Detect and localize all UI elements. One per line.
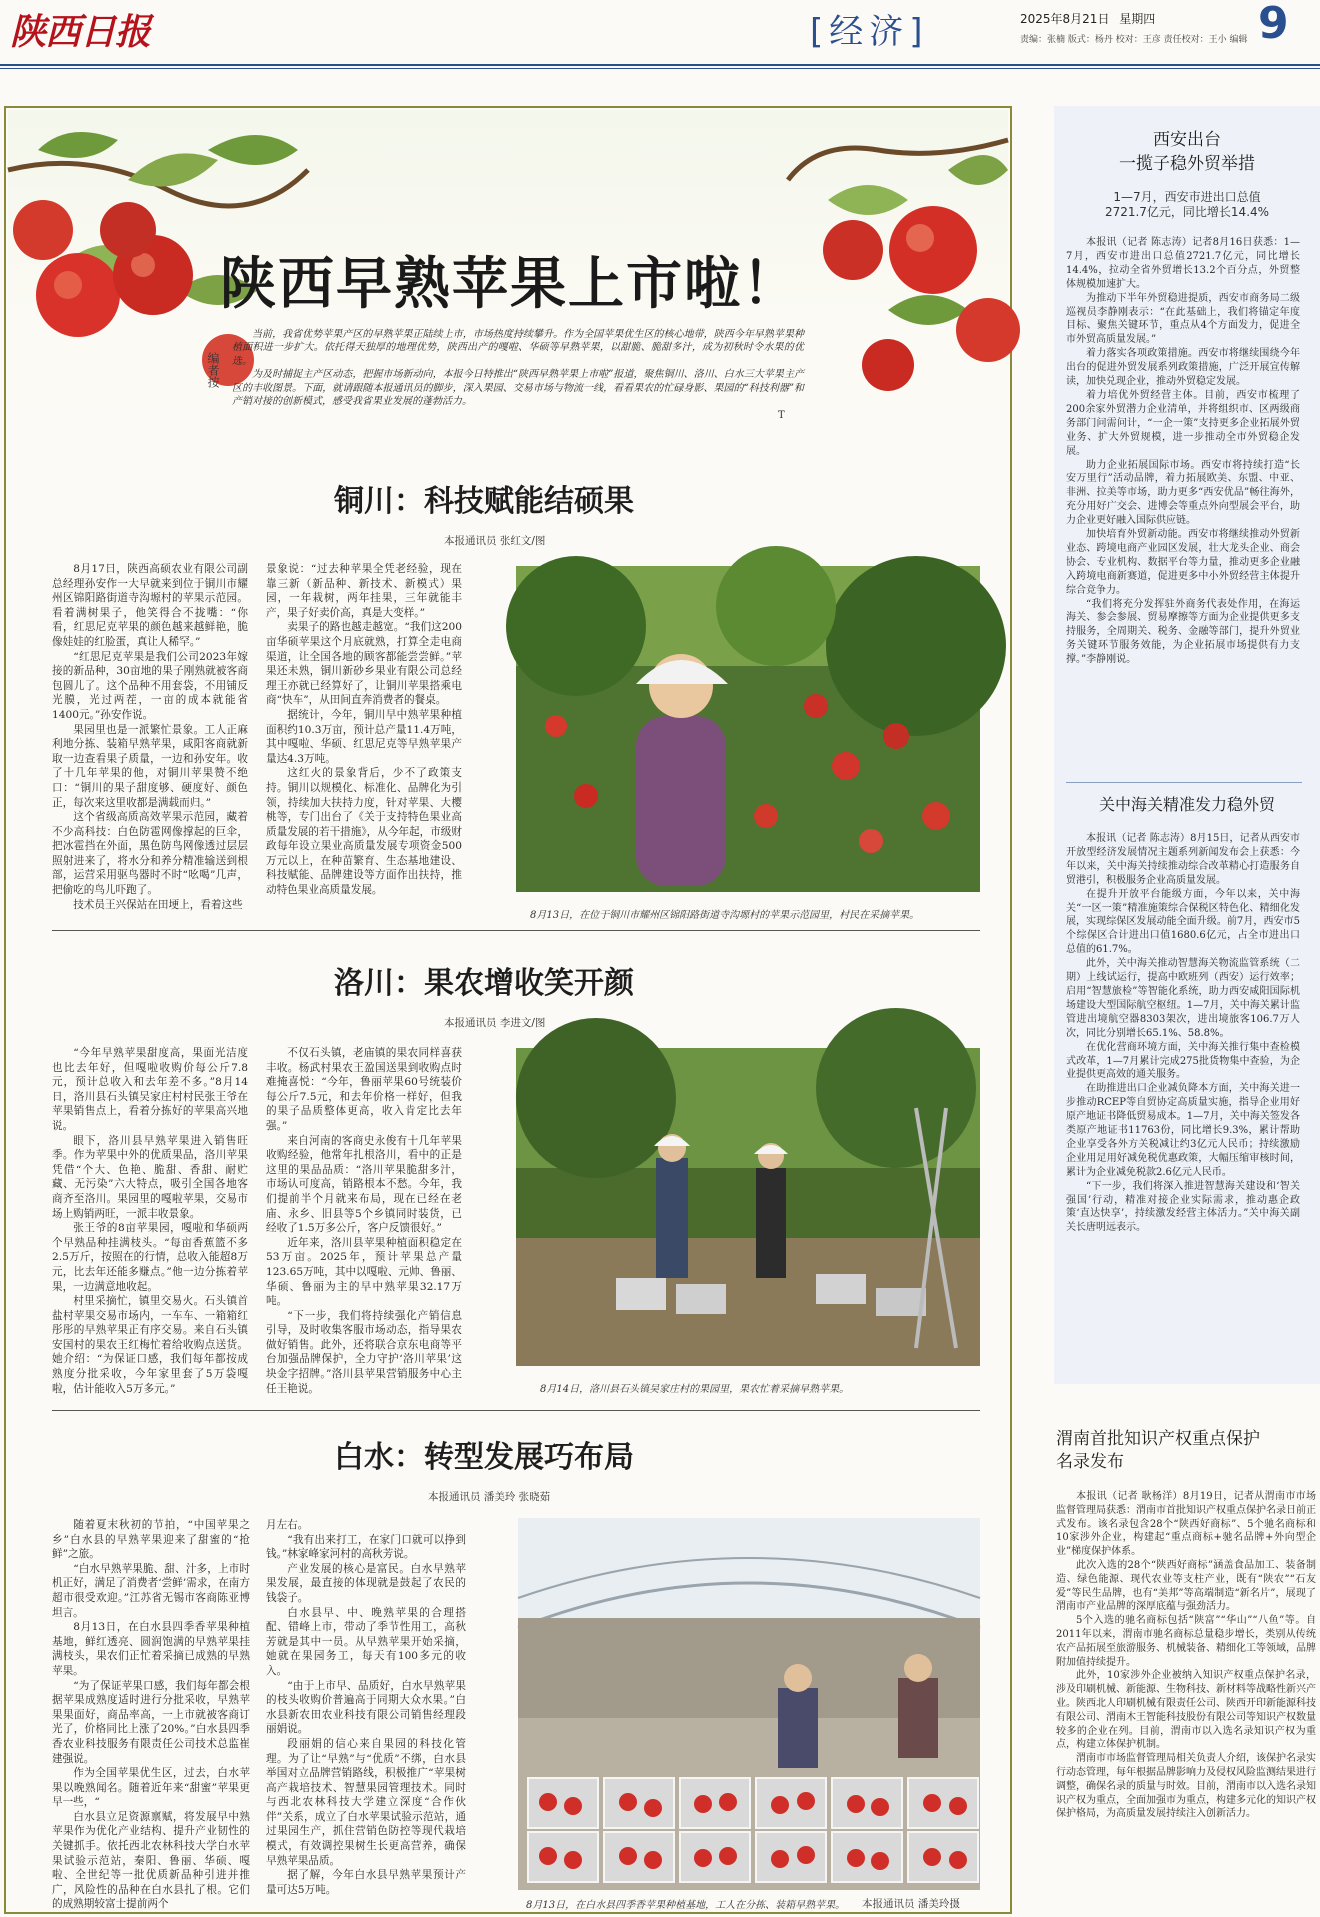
editor-note-p1: 当前，我省优势苹果产区的早熟苹果正陆续上市，市场热度持续攀升。作为全国苹果优生区的核心地带，陕西今年早熟苹果种植面积进一步扩大。依托得天独厚的地理优势，陕西出产的嘎啦、华硕等早熟苹果，以甜脆、脆甜多汁，成为初秋时令水果的优选。 xyxy=(232,329,804,367)
paragraph: “由于上市早、品质好，白水早熟苹果的枝头收购价普遍高于同期大众水果。”白水县新农田农业科技有限公司销售经理段丽娟说。 xyxy=(266,1679,466,1736)
paragraph: 本报讯（记者 陈志涛）8月15日，记者从西安市开放型经济发展情况主题系列新闻发布会上获悉：今年以来，关中海关持续推动综合改革精心打造服务自贸港引，积极服务企业高质量发展。 xyxy=(1066,833,1300,886)
tongchuan-byline: 本报通讯员 张红文/图 xyxy=(444,535,546,547)
baishui-byline: 本报通讯员 潘美玲 张晓茹 xyxy=(428,1491,551,1503)
tongchuan-photo xyxy=(516,566,980,892)
paragraph: 此外，10家涉外企业被纳入知识产权重点保护名录，涉及印刷机械、新能源、生物科技、新材料等战略性新兴产业。陕西北人印刷机械有限责任公司、陕西开印新能源科技有限公司、渭南木王智能科技股份有限公司等知识产权数量较多的企业在列。目前，渭南市以入选名录知识产权为重点，构建立体保护机制。 xyxy=(1056,1670,1316,1751)
paragraph: 加快培育外贸新动能。西安市将继续推动外贸新业态、跨境电商产业园区发展，壮大龙头企业、商会协会、专业机构、数据平台等力量，推动更多企业融入跨境电商新赛道，促进更多中小外贸经营主体提升综合竞争力。 xyxy=(1066,529,1300,596)
date: 2025年8月21日 xyxy=(1020,12,1110,26)
paragraph: “我有出来打工，在家门口就可以挣到钱。”林家峰家河村的高秋芳说。 xyxy=(266,1533,466,1561)
title-line: 名录发布 xyxy=(1056,1452,1124,1472)
paragraph: 据了解，今年白水县早熟苹果预计产量可达5万吨。 xyxy=(266,1869,466,1896)
weekday: 星期四 xyxy=(1119,12,1156,26)
paragraph: 着力培优外贸经营主体。目前，西安市梳理了200余家外贸潜力企业清单，并将组织市、区两级商务部门问需问计，“一企一策”支持更多企业拓展外贸业务、扩大外贸规模，进一步推动全市外贸稳企发展。 xyxy=(1066,389,1300,457)
paragraph: “红思尼克苹果是我们公司2023年嫁接的新品种，30亩地的果子刚熟就被客商包圆儿了。这个品种不用套袋，不用铺反光膜，光过两茬，一亩的成本就能省1400元。”孙安作说。 xyxy=(52,650,248,721)
paragraph: 8月13日，在白水县四季香苹果种植基地，鲜红透亮、圆润饱满的早熟苹果挂满枝头，果农们正忙着采摘已成熟的早熟苹果。 xyxy=(52,1621,250,1677)
baishui-column-1 xyxy=(52,1518,250,1911)
baishui-column-2 xyxy=(266,1518,466,1902)
paragraph: 助力企业拓展国际市场。西安市将持续打造“长安万里行”活动品牌，着力拓展欧美、东盟、中亚、非洲、拉美等市场，助力更多“西安优品”畅往海外，充分用好广交会、进博会等重点外向型展会平台，助力企业更好融入国际供应链。 xyxy=(1066,459,1300,527)
masthead-divider-thin xyxy=(0,68,1320,69)
baishui-photo xyxy=(518,1518,980,1890)
paragraph: 据统计，今年，铜川早中熟苹果种植面积约10.3万亩，预计总产量11.4万吨，其中嘎啦、华硕、红思尼克等早熟苹果产量达4.3万吨。 xyxy=(266,708,462,765)
paragraph: 不仅石头镇，老庙镇的果农同样喜获丰收。杨武村果农王盈国送果到收购点时难掩喜悦：“今年，鲁丽苹果60号统装价每公斤7.5元，和去年价格一样好，但我的果子品质整体更高，收入肯定比去年强。” xyxy=(266,1047,462,1132)
section-label: [经济] xyxy=(810,12,929,52)
sidebar-story-1-body xyxy=(1066,236,1300,770)
paragraph: 卖果子的路也越走越宽。“我们这200亩华硕苹果这个月底就熟，打算全走电商渠道，让全国各地的顾客都能尝尝鲜。”苹果还未熟，铜川新砂乡果业有限公司总经理王亦就已经算好了，让铜川苹果搭乘电商“快车”，从田间直奔消费者的餐桌。 xyxy=(266,621,462,707)
editor-note-label: 编者按 xyxy=(206,352,220,388)
paragraph: 月左右。 xyxy=(266,1519,309,1531)
paragraph: “为了保证苹果口感，我们每年都会根据苹果成熟度适时进行分批采收，早熟苹果果面好，商品率高，一上市就被客商订光了，价格同比上涨了20%。”白水县四季香农业科技服务有限责任公司技术总监崔建强说。 xyxy=(52,1679,250,1765)
subtitle-line: 1—7月，西安市进出口总值 xyxy=(1113,190,1261,204)
luochuan-photo xyxy=(516,1048,980,1366)
paragraph: 眼下，洛川县早熟苹果进入销售旺季。作为苹果中外的优质果品，洛川苹果凭借“个大、色艳、脆甜、香甜、耐贮藏、无污染”六大特点，吸引全国各地客商齐至洛川。果园里的嘎啦苹果，交易市场上购销两旺，一派丰收景象。 xyxy=(52,1134,248,1220)
paragraph: “今年早熟苹果甜度高，果面光洁度也比去年好，但嘎啦收购价每公斤7.8元，预计总收入和去年差不多。”8月14日，洛川县石头镇吴家庄村村民张王爷在苹果销售点上，看着分拣好的苹果高兴地说。 xyxy=(52,1047,248,1132)
paragraph: 为推动下半年外贸稳进提质，西安市商务局二级巡视员李静刚表示：“在此基础上，我们将锚定年度目标、聚焦关键环节，重点从4个方面发力，促进全市外贸高质量发展。” xyxy=(1066,292,1300,346)
editor-note-p2: 为及时捕捉主产区动态，把握市场新动向，本报今日特推出“陕西早熟苹果上市啦”报道，聚焦铜川、洛川、白水三大苹果主产区的丰收图景。下面，就请跟随本报通讯员的脚步，深入果园、交易市场与物流一线，看看果农的忙碌身影、果园的“科技利器”和产销对接的创新模式，感受我省果业发展的蓬勃活力。 xyxy=(232,369,804,408)
editor-note-end-mark: T xyxy=(778,410,785,421)
paragraph: 技术员王兴保站在田埂上，看着这些 xyxy=(73,898,243,911)
sidebar-story-2-title: 关中海关精准发力稳外贸 xyxy=(1098,795,1275,814)
section-divider xyxy=(52,930,980,931)
harvest-photo-illustration xyxy=(516,1048,980,1366)
subtitle-line: 2721.7亿元，同比增长14.4% xyxy=(1104,205,1270,219)
paragraph: 近年来，洛川县苹果种植面积稳定在53万亩。2025年，预计苹果总产量123.65万吨，其中以嘎啦、元帅、鲁丽、华硕、鲁丽为主的早中熟苹果32.17万吨。 xyxy=(266,1236,462,1308)
paragraph: 段丽娟的信心来自果园的科技化管理。为了让“早熟”与“优质”不绑，白水县举国对立品牌营销路线，积极推广“苹果树高产栽培技术、智慧果园管理技术。同时与西北农林科技大学建立深度“合作伙伴”关系，成立了白水苹果试验示范站，通过果园生产，抓住营销色防控等现代栽培模式，有效调控果树生长更高营养，确保早熟苹果品质。 xyxy=(266,1737,466,1867)
feature-title: 陕西早熟苹果上市啦！ xyxy=(220,252,800,317)
paragraph: “我们将充分发挥驻外商务代表处作用，在海运海关、参会参展、贸易摩擦等方面为企业提供更多支持服务，全周期关、税务、金融等部门，提升外贸业务关键环节服务效能，为企业拓展市场提供有力支撑。”李静刚说。 xyxy=(1066,598,1300,666)
paragraph: 来自河南的客商史永俊有十几年苹果收购经验，他常年扎根洛川，看中的正是这里的果品品质：“洛川苹果脆甜多汁，市场认可度高，销路根本不愁。今年，我们提前半个月就来布局，现在已经在老庙、永乡、旧县等5个乡镇同时装货，已经收了1.5万多公斤，客户反馈很好。” xyxy=(266,1134,462,1235)
baishui-title: 白水：转型发展巧布局 xyxy=(334,1440,634,1475)
issue-date xyxy=(1020,10,1155,27)
paragraph: 8月17日，陕西高硕农业有限公司副总经理孙安作一大早就来到位于铜川市耀州区锦阳路街道寺沟塬村的苹果示范园。看着满树果子，他笑得合不拢嘴：“你看，红思尼克苹果的颜色越来越鲜艳，脆像娃娃的红脸蛋，真让人稀罕。” xyxy=(52,563,248,648)
luochuan-title: 洛川：果农增收笑开颜 xyxy=(334,966,634,1001)
paragraph: 白水县立足资源禀赋，将发展早中熟苹果作为优化产业结构、提升产业韧性的关键抓手。依托西北农林科技大学白水苹果试验示范站，秦阳、鲁丽、华硕、嘎啦、全世纪等一批优质新品种引进并推广，风险性的品种在白水县扎了根。它们的成熟期较富士提前两个 xyxy=(52,1810,250,1911)
paragraph: 村里采摘忙，镇里交易火。石头镇首盐村苹果交易市场内，一车车、一箱箱红彤彤的早熟苹果正有序交易。来自石头镇安国村的果农王红梅忙着给收购点送货。她介绍：“为保证口感，我们每年都按成熟度分批采收，今年家里套了5万袋嘎啦，估计能收入5万多元。” xyxy=(52,1295,248,1395)
paragraph: 白水县早、中、晚熟苹果的合理搭配、错峰上市，带动了季节性用工，高秋芳就是其中一员。从早熟苹果开始采摘，她就在果园务工，每天有100多元的收入。 xyxy=(266,1606,466,1677)
baishui-photo-caption: 8月13日，在白水县四季香苹果种植基地，工人在分拣、装箱早熟苹果。 xyxy=(526,1900,846,1911)
tongchuan-photo-caption: 8月13日，在位于铜川市耀州区锦阳路街道寺沟塬村的苹果示范园里，村民在采摘苹果。 xyxy=(530,910,920,921)
luochuan-column-1 xyxy=(52,1046,248,1402)
paragraph: 张王爷的8亩苹果园，嘎啦和华硕两个早熟品种挂满枝头。“每亩香蕉篮不多2.5万斤，按照在的行情，总收入能超8万元，比去年还能多赚点。”他一边分拣着苹果，一边满意地收起。 xyxy=(52,1222,248,1293)
paragraph: 在提升开放平台能级方面，今年以来，关中海关“一区一策”精准施策综合保税区特色化、精细化发展，实现综保区发展动能全面升级。前7月，西安市5个综保区合计进出口值1680.6亿元，占全市进出口总值的61.7%。 xyxy=(1066,888,1300,956)
paragraph: 在优化营商环境方面，关中海关推行集中查检模式改革，1—7月累计完成275批货物集中查验，为企业提供更高效的通关服务。 xyxy=(1066,1041,1300,1081)
paragraph: 作为全国苹果优生区，过去，白水苹果以晚熟闻名。随着近年来“甜蜜”苹果更早一些，“ xyxy=(52,1767,250,1809)
tongchuan-title: 铜川：科技赋能结硕果 xyxy=(334,484,634,519)
sidebar-story-1-subtitle xyxy=(1060,190,1314,220)
section-divider xyxy=(52,1410,980,1411)
sidebar-story-3-body xyxy=(1056,1490,1316,1910)
title-line: 西安出台 xyxy=(1153,130,1221,150)
sidebar-story-1-title xyxy=(1060,128,1314,176)
section-name: 经济 xyxy=(829,12,910,52)
luochuan-column-2 xyxy=(266,1046,462,1402)
orchard-photo-illustration xyxy=(516,566,980,892)
paragraph: 产业发展的核心是富民。白水早熟苹果发展，最直接的体现就是鼓起了农民的钱袋子。 xyxy=(266,1562,466,1604)
luochuan-byline: 本报通讯员 李进文/图 xyxy=(444,1017,546,1029)
paragraph: 此外，关中海关推动智慧海关物流监管系统（二期）上线试运行，提高中欧班列（西安）运行效率；启用“智慧旅检”等智能化系统，助力西安咸阳国际机场建设大型国际航空枢纽。1—7月，关中海关累计监管进出境航空器8303架次，进出境旅客106.7万人次，同比分别增长65.1%、58.8%。 xyxy=(1066,958,1300,1039)
title-line: 渭南首批知识产权重点保护 xyxy=(1056,1429,1260,1449)
paragraph: “下一步，我们将持续强化产销信息引导，及时收集客服市场动态，指导果农做好销售。此外，还将联合京东电商等平台加强品牌保护，全力守护‘洛川苹果’这块金字招牌。”洛川县苹果营销服务中心主任王艳说。 xyxy=(266,1309,462,1395)
paragraph: 在助推进出口企业减负降本方面，关中海关进一步推动RCEP等自贸协定高质量实施，指导企业用好原产地证书降低贸易成本。1—7月，关中海关签发各类原产地证书11763份，同比增长9.3%，累计帮助企业享受各外方关税减让约3亿元人民币；持续激励企业用足用好减免税优惠政策，大幅压缩审核时间，累计为企业减免税款2.6亿元人民币。 xyxy=(1066,1083,1300,1178)
editor-credits: 责编：张楠 版式：杨丹 校对：王彦 责任校对：王小 编辑 xyxy=(1020,35,1248,45)
paragraph: 渭南市市场监督管理局相关负责人介绍，该保护名录实行动态管理，每年根据品牌影响力及侵权风险监测结果进行调整，确保名录的质量与时效。目前，渭南市以入选名录知识产权为重点，全面加强市为重点，构建多元化的知识产权保护格局，为高质量发展持续注入创新活力。 xyxy=(1056,1753,1316,1820)
sidebar-story-3-title xyxy=(1056,1428,1318,1474)
newspaper-logo: 陕西日报 xyxy=(10,11,151,53)
paragraph: 着力落实各项政策措施。西安市将继续围绕今年出台的促进外贸发展系列政策措施，广泛开展宣传解读，加快兑现企业，推动外贸稳定发展。 xyxy=(1066,348,1300,388)
tongchuan-column-2 xyxy=(266,562,462,918)
apple-branch-illustration-right xyxy=(788,110,1008,450)
paragraph: 随着夏末秋初的节拍，“中国苹果之乡”白水县的早熟苹果迎来了甜蜜的“抢鲜”之旅。 xyxy=(52,1519,250,1561)
masthead xyxy=(0,0,1320,60)
editor-note xyxy=(232,328,804,424)
paragraph: 本报讯（记者 陈志涛）记者8月16日获悉：1—7月，西安市进出口总值2721.7亿元，同比增长14.4%，拉动全省外贸增长13.2个百分点，外贸整体规模加速扩大。 xyxy=(1066,237,1300,290)
title-line: 一揽子稳外贸举措 xyxy=(1119,154,1255,174)
paragraph: 本报讯（记者 耿杨洋）8月19日，记者从渭南市市场监督管理局获悉：渭南市首批知识产权重点保护名录日前正式发布。该名录包含28个“陕西好商标”、5个驰名商标和10家涉外企业，构建起“重点商标+驰名品牌+外向型企业”梯度保护体系。 xyxy=(1056,1491,1316,1558)
sidebar-story-2-body xyxy=(1066,832,1300,1366)
luochuan-photo-caption: 8月14日，洛川县石头镇吴家庄村的果园里，果农忙着采摘早熟苹果。 xyxy=(540,1384,850,1395)
packing-photo-illustration xyxy=(518,1518,980,1890)
paragraph: 这个省级高质高效苹果示范园，藏着不少高科技：白色防雹网像撑起的巨伞，把冰雹挡在外面，黑色防鸟网像透过层层照射进来了，将水分和养分精准输送到根部，运营采用驱鸟器时不时“吆喝”几声，把偷吃的鸟儿吓跑了。 xyxy=(52,811,248,897)
page-number: 9 xyxy=(1258,0,1289,49)
paragraph: 此次入选的28个“陕西好商标”涵盖食品加工、装备制造、绿色能源、现代农业等支柱产业，既有“陕农”“石友爱”等民生品牌，也有“美邦”等高端制造“新名片”，展现了渭南市产业品牌的深厚底蕴与强劲活力。 xyxy=(1056,1559,1316,1613)
paragraph: 这红火的景象背后，少不了政策支持。铜川以规模化、标准化、品牌化为引领，持续加大扶持力度，针对苹果、大樱桃等，专门出台了《关于支持特色果业高质量发展的若干措施》，从今年起，市级财政每年设立果业高质量发展专项资金500万元以上，在种苗繁育、生态基地建设、科技赋能、品牌建设等方面作出扶持，推动特色果业高质量发展。 xyxy=(266,767,462,897)
paragraph: 果园里也是一派繁忙景象。工人正麻利地分拣、装箱早熟苹果，咸阳客商就新取一边查看果子质量，一边和孙安年。收了十几年苹果的他，对铜川苹果赞不绝口：“铜川的果子甜度够、硬度好、颜色正，每次来这里收都是满载而归。” xyxy=(52,723,248,809)
baishui-photo-credit: 本报通讯员 潘美玲摄 xyxy=(862,1898,960,1910)
tongchuan-column-1 xyxy=(52,562,248,918)
paragraph: “白水早熟苹果脆、甜、汁多，上市时机正好，满足了消费者‘尝鲜’需求，在南方超市很受欢迎。”江苏省无锡市客商陈亚博坦言。 xyxy=(52,1562,250,1619)
paragraph: “下一步，我们将深入推进智慧海关建设和‘智关强国’行动，精准对接企业实际需求，推动惠企政策‘直达快享’，持续激发经营主体活力。”关中海关副关长唐明远表示。 xyxy=(1066,1180,1300,1234)
paragraph: 5个入选的驰名商标包括“陕富”“华山”“八鱼”等。自2011年以来，渭南市驰名商标总量稳步增长，类别从传统农产品拓展至旅游服务、机械装备、精细化工等领域，品牌附加值持续提升。 xyxy=(1056,1615,1316,1668)
sidebar-divider xyxy=(1066,782,1302,783)
masthead-divider xyxy=(0,64,1320,66)
paragraph: 景象说：“过去种苹果全凭老经验，现在靠三新（新品种、新技术、新模式）果园，一年栽树，两年挂果，三年就能丰产，果子好卖价高，真是大变样。” xyxy=(266,563,462,619)
